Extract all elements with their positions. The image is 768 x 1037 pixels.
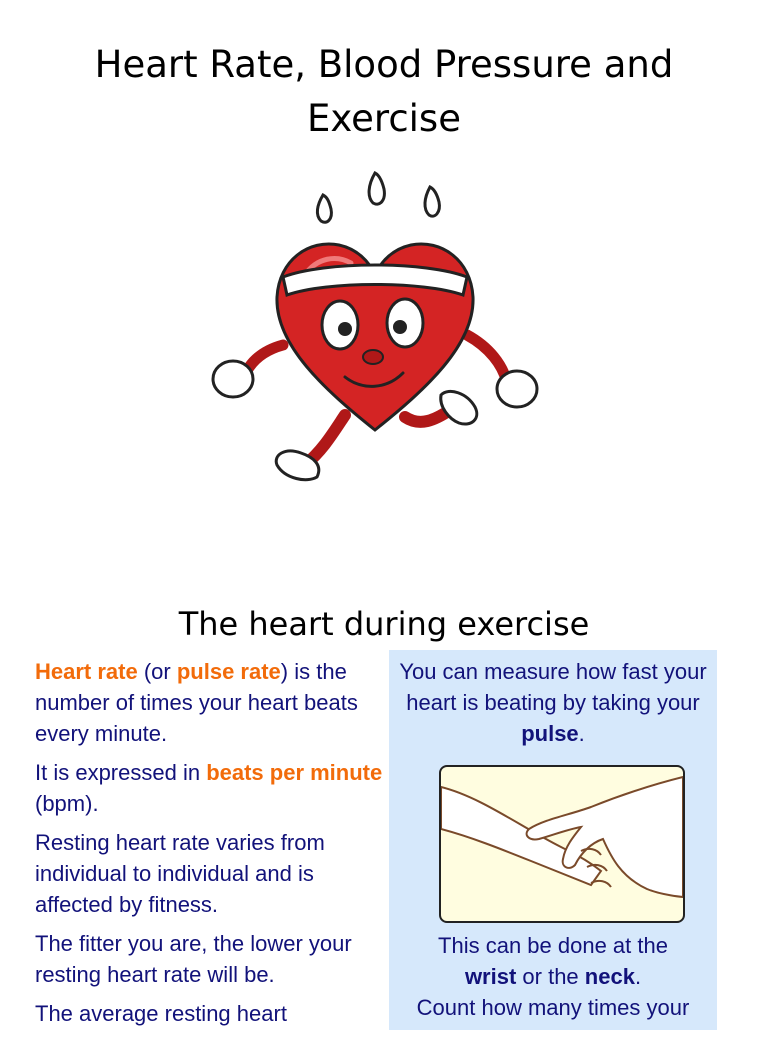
fitness-paragraph: The fitter you are, the lower your resting heart rate will be. <box>35 931 352 987</box>
text-fragment: . <box>634 964 642 989</box>
pulse-instructions <box>389 930 717 1023</box>
text-fragment: (or <box>137 659 177 684</box>
text-fragment: . <box>578 721 585 746</box>
pulse-hands-illustration <box>439 765 685 923</box>
term-neck: neck <box>584 964 635 989</box>
page-title <box>40 38 728 146</box>
pulse-location-terms <box>389 961 717 992</box>
hands-taking-pulse-icon <box>441 767 683 921</box>
title-line-2: Exercise <box>307 97 461 140</box>
pulse-intro <box>389 650 717 749</box>
term-bpm: beats per minute <box>206 760 383 785</box>
text-fragment: or the <box>516 964 585 989</box>
term-pulse-rate: pulse rate <box>176 659 281 684</box>
definition-paragraph <box>35 656 385 749</box>
running-heart-mascot-icon <box>205 165 545 505</box>
title-line-1: Heart Rate, Blood Pressure and <box>94 43 674 86</box>
count-line: Count how many times your <box>416 995 690 1020</box>
text-fragment: You can measure how fast your heart is beating by taking your <box>399 659 707 715</box>
slide-2 <box>0 560 768 1024</box>
text-fragment: It is expressed in <box>35 760 207 785</box>
text-fragment: (bpm). <box>35 791 99 816</box>
term-pulse: pulse <box>521 721 579 746</box>
term-heart-rate: Heart rate <box>35 659 138 684</box>
text-fragment: ) is the number of times your heart beats every minute. <box>35 659 358 746</box>
pulse-location-line: This can be done at the <box>438 933 668 958</box>
section-title: The heart during exercise <box>178 605 590 643</box>
units-paragraph <box>35 757 385 819</box>
resting-paragraph: Resting heart rate varies from individual to individual and is affected by fitness. <box>35 830 325 917</box>
pulse-info-box <box>389 650 717 1030</box>
left-text-column <box>35 656 385 1037</box>
term-wrist: wrist <box>464 964 517 989</box>
average-paragraph: The average resting heart <box>35 1001 287 1026</box>
